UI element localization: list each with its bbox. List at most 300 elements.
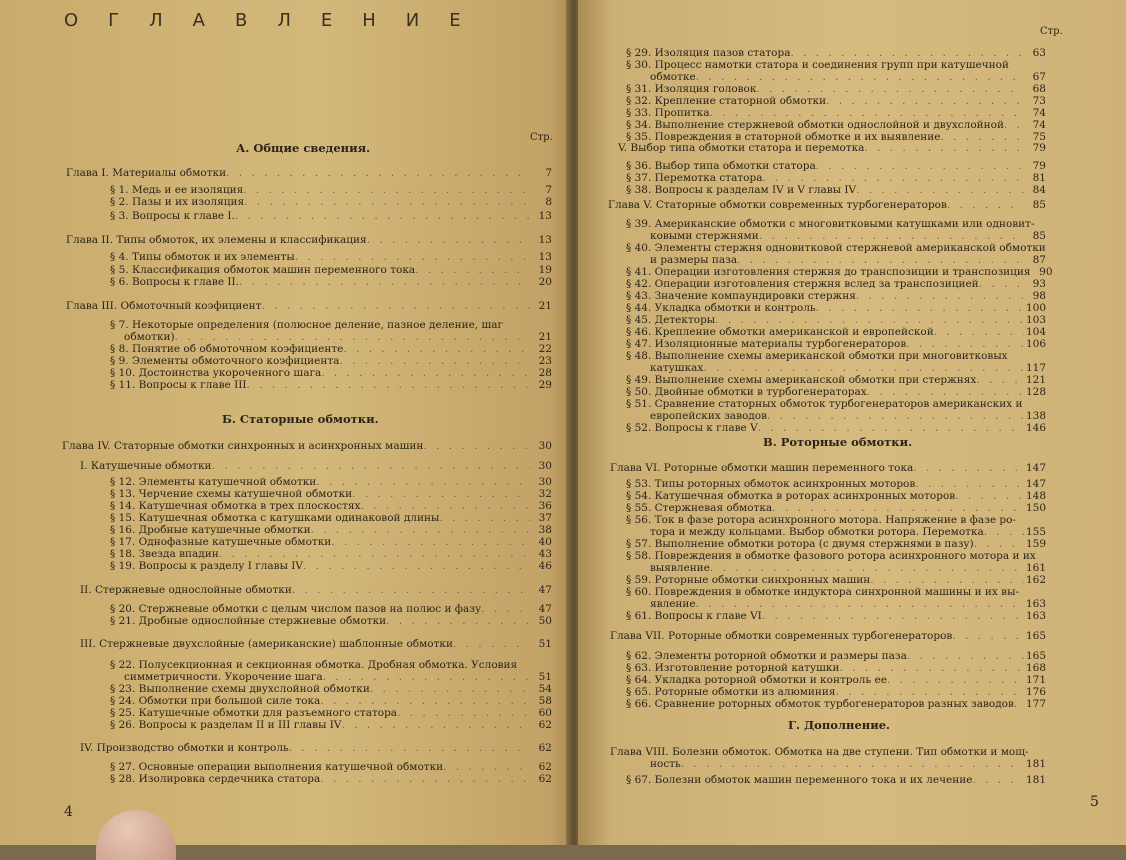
toc-entry [626,160,1046,172]
toc-page-number: 90 [1039,266,1053,278]
toc-entry [110,196,552,208]
toc-entry-title: § 25. Катушечные обмотки для разъемного статора [110,707,398,719]
toc-entry [626,59,1009,71]
toc-entry [110,695,552,707]
toc-page-number: 162 [1025,574,1046,586]
toc-leader-dots [696,598,1024,610]
toc-entry [650,362,1046,374]
toc-page-number: 146 [1025,422,1046,434]
toc-page-number: 38 [538,524,552,536]
toc-entry-title: европейских заводов [650,410,767,422]
toc-leader-dots [1004,119,1024,131]
toc-entry-title: обмотки) [124,331,175,343]
toc-entry [110,615,552,627]
toc-leader-dots [767,410,1024,422]
toc-entry-title: § 50. Двойные обмотки в турбогенераторах [626,386,867,398]
toc-entry [626,502,1046,514]
toc-entry-title: § 8. Понятие об обмоточном коэфициенте [110,343,344,355]
toc-leader-dots [758,422,1024,434]
toc-entry-title: § 27. Основные операции выполнения катушечной обмотки [110,761,444,773]
toc-page-number: 87 [1032,254,1046,266]
toc-entry-title: § 57. Выполнение обмотки ротора (с двумя стержнями в пазу) [626,538,974,550]
toc-page-number: 40 [538,536,552,548]
toc-entry [626,290,1046,302]
toc-leader-dots [870,574,1024,586]
toc-entry-title: Глава VI. Роторные обмотки машин переменного тока [610,462,914,474]
toc-entry-title: Глава VIII. Болезни обмоток. Обмотка на две ступени. Тип обмотки и мощ- [610,746,1029,758]
toc-entry-title: Глава V. Статорные обмотки современных турбогенераторов [608,199,947,211]
toc-entry [610,462,1046,474]
toc-leader-dots [323,671,530,683]
toc-leader-dots [790,47,1024,59]
toc-page-number: 104 [1025,326,1046,338]
toc-page-number: 32 [538,488,552,500]
toc-leader-dots [320,773,530,785]
toc-page-number: 67 [1032,71,1046,83]
toc-entry [626,586,1019,598]
toc-entry-title: § 40. Элементы стержня одновитковой стержневой американской обмотки [626,242,1046,254]
toc-page-number: 29 [538,379,552,391]
toc-entry [650,758,1046,770]
toc-page-number: 7 [545,167,552,179]
toc-entry [608,199,1046,211]
toc-leader-dots [1014,698,1024,710]
toc-entry-title: § 7. Некоторые определения (полюсное деление, пазное деление, шаг [110,319,503,331]
toc-page-number: 121 [1025,374,1046,386]
toc-page-number: 168 [1025,662,1046,674]
toc-entry-title: § 61. Вопросы к главе VI [626,610,762,622]
toc-entry [110,536,552,548]
toc-page-number: 22 [538,343,552,355]
toc-entry-title: § 46. Крепление обмотки американской и европейской [626,326,934,338]
toc-leader-dots [709,107,1024,119]
toc-page-number: 47 [538,603,552,615]
toc-leader-dots [947,199,1024,211]
toc-entry-title: § 64. Укладка роторной обмотки и контроль ее [626,674,887,686]
toc-entry [626,326,1046,338]
toc-leader-dots [443,761,530,773]
page-header-title: ОГЛАВЛЕНИЕ [64,10,491,31]
toc-leader-dots [816,302,1024,314]
toc-page-number: 13 [538,251,552,263]
toc-page-number: 43 [538,548,552,560]
toc-entry-title: § 9. Элементы обмоточного коэфициента [110,355,340,367]
toc-page-number: 62 [538,773,552,785]
toc-entry [626,490,1046,502]
toc-page-number: 100 [1025,302,1046,314]
toc-entry [626,218,1035,230]
toc-entry-title: § 12. Элементы катушечной обмотки [110,476,317,488]
toc-page-number: 177 [1025,698,1046,710]
toc-page-number: 30 [538,440,552,452]
toc-leader-dots [867,386,1024,398]
toc-entry [110,488,552,500]
toc-leader-dots [343,343,530,355]
toc-page-number: 8 [545,196,552,208]
toc-leader-dots [756,83,1024,95]
toc-entry [626,350,1008,362]
toc-entry [650,230,1046,242]
toc-leader-dots [762,172,1024,184]
toc-entry-title: § 66. Сравнение роторных обмоток турбогенераторов разных заводов [626,698,1014,710]
toc-entry [80,584,552,596]
toc-page-number: 28 [538,367,552,379]
toc-leader-dots [244,196,530,208]
toc-entry-title: § 21. Дробные однослойные стержневые обмотки [110,615,387,627]
toc-entry [650,254,1046,266]
toc-leader-dots [836,686,1024,698]
toc-leader-dots [289,742,530,754]
toc-leader-dots [979,278,1024,290]
toc-entry-title: § 10. Достоинства укороченного шага [110,367,322,379]
toc-page-number: 13 [538,234,552,246]
toc-leader-dots [934,326,1024,338]
toc-page-number: 30 [538,476,552,488]
toc-page-number: 30 [538,460,552,472]
toc-entry [110,560,552,572]
toc-leader-dots [759,230,1024,242]
toc-entry-title: § 41. Операции изготовления стержня до транспозиции и транспозиция [626,266,1031,278]
toc-entry-title: § 29. Изоляция пазов статора [626,47,791,59]
toc-leader-dots [316,476,530,488]
toc-entry-title: Глава III. Обмоточный коэфициент [66,300,262,312]
right-page [578,0,1126,845]
toc-entry [110,659,517,671]
toc-entry-title: симметричности. Укорочение шага [124,671,323,683]
toc-entry [626,119,1046,131]
toc-entry-title: § 58. Повреждения в обмотке фазового ротора асинхронного мотора и их [626,550,1036,562]
toc-entry-title: § 16. Дробные катушечные обмотки [110,524,311,536]
toc-entry [626,674,1046,686]
toc-leader-dots [386,615,530,627]
toc-entry-title: § 5. Классификация обмоток машин переменного тока [110,264,416,276]
toc-entry-title: § 33. Пропитка [626,107,710,119]
toc-page-number: 7 [545,184,552,196]
toc-entry [610,746,1029,758]
toc-entry [66,234,552,246]
toc-entry [626,184,1046,196]
toc-entry-title: § 37. Перемотка статора [626,172,763,184]
toc-entry-title: § 54. Катушечная обмотка в роторах асинхронных моторов [626,490,956,502]
toc-page-number: 63 [1032,47,1046,59]
toc-entry-title: § 53. Типы роторных обмоток асинхронных моторов [626,478,916,490]
toc-page-number: 62 [538,761,552,773]
toc-leader-dots [762,610,1024,622]
toc-entry [110,319,503,331]
toc-entry-title: § 30. Процесс намотки статора и соединения групп при катушечной [626,59,1009,71]
toc-entry [626,302,1046,314]
toc-entry-title: § 67. Болезни обмоток машин переменного тока и их лечение [626,774,973,786]
toc-page-number: 50 [538,615,552,627]
toc-leader-dots [481,603,530,615]
toc-page-number: 23 [538,355,552,367]
toc-entry-title: § 43. Значение компаундировки стержня [626,290,856,302]
toc-entry [110,512,552,524]
toc-entry-title: § 22. Полусекционная и секционная обмотка. Дробная обмотка. Условия [110,659,518,671]
toc-page-number: 155 [1025,526,1046,538]
toc-entry-title: § 62. Элементы роторной обмотки и размеры паза [626,650,907,662]
toc-entry [110,548,552,560]
toc-entry-title: § 38. Вопросы к разделам IV и V главы IV [626,184,857,196]
toc-entry [110,367,552,379]
toc-entry-title: § 49. Выполнение схемы американской обмотки при стержнях [626,374,977,386]
toc-entry [610,630,1046,642]
toc-leader-dots [367,234,530,246]
toc-entry [110,210,552,222]
toc-leader-dots [320,695,530,707]
toc-leader-dots [235,210,530,222]
toc-entry-title: § 36. Выбор типа обмотки статора [626,160,816,172]
toc-entry-title: выявление [650,562,710,574]
toc-entry [626,650,1046,662]
toc-entry-title: § 32. Крепление статорной обмотки [626,95,827,107]
toc-leader-dots [219,548,530,560]
toc-entry-title: обмотке [650,71,696,83]
toc-entry-title: § 2. Пазы и их изоляция [110,196,245,208]
toc-entry [626,478,1046,490]
toc-entry [618,142,1046,154]
toc-entry [110,379,552,391]
toc-leader-dots [972,774,1024,786]
toc-entry [110,343,552,355]
toc-page-number: 85 [1032,199,1046,211]
toc-leader-dots [887,674,1024,686]
toc-page-number: 159 [1025,538,1046,550]
toc-entry-title: § 35. Повреждения в статорной обмотке и их выявление [626,131,941,143]
toc-entry [80,742,552,754]
toc-entry-title: § 47. Изоляционные материалы турбогенераторов [626,338,907,350]
toc-leader-dots [906,338,1024,350]
toc-entry [626,83,1046,95]
toc-entry [124,331,552,343]
toc-leader-dots [261,300,530,312]
toc-entry [80,460,552,472]
toc-leader-dots [856,184,1024,196]
toc-page-number: 165 [1025,630,1046,642]
toc-page-number: 165 [1025,650,1046,662]
toc-entry [626,242,1046,254]
toc-entry [650,71,1046,83]
toc-page-number: 176 [1025,686,1046,698]
toc-entry-title: ность [650,758,681,770]
toc-entry-title: § 59. Роторные обмотки синхронных машин [626,574,871,586]
toc-entry-title: ковыми стержнями [650,230,759,242]
section-heading-a: А. Общие сведения. [236,141,371,155]
toc-leader-dots [295,251,530,263]
toc-leader-dots [321,367,530,379]
toc-entry [626,95,1046,107]
toc-entry-title: § 14. Катушечная обмотка в трех плоскостях [110,500,361,512]
toc-entry-title: § 15. Катушечная обмотка с катушками одинаковой длины [110,512,440,524]
toc-entry-title: § 65. Роторные обмотки из алюминия [626,686,836,698]
toc-leader-dots [226,167,530,179]
toc-page-number: 20 [538,276,552,288]
toc-leader-dots [370,683,530,695]
toc-leader-dots [974,538,1024,550]
toc-entry-title: § 28. Изолировка сердечника статора [110,773,321,785]
toc-page-number: 128 [1025,386,1046,398]
toc-entry-title: § 45. Детекторы [626,314,716,326]
toc-entry [650,562,1046,574]
toc-leader-dots [907,650,1024,662]
toc-entry [626,774,1046,786]
toc-leader-dots [715,314,1024,326]
toc-leader-dots [397,707,530,719]
toc-page-number: 106 [1025,338,1046,350]
toc-leader-dots [292,584,530,596]
toc-page-number: 79 [1032,142,1046,154]
toc-entry-title: катушках [650,362,704,374]
toc-entry-title: § 20. Стержневые обмотки с целым числом пазов на полюс и фазу [110,603,482,615]
toc-entry [110,719,552,731]
toc-page-number: 36 [538,500,552,512]
toc-page-number: 147 [1025,462,1046,474]
toc-entry [110,761,552,773]
toc-leader-dots [339,355,530,367]
toc-leader-dots [360,500,530,512]
toc-page-number: 171 [1025,674,1046,686]
toc-entry-title: и размеры паза [650,254,738,266]
toc-leader-dots [243,184,530,196]
toc-entry [66,300,552,312]
toc-entry [626,574,1046,586]
toc-entry [110,707,552,719]
toc-entry [650,598,1046,610]
toc-entry-title: § 1. Медь и ее изоляция [110,184,244,196]
toc-entry [110,773,552,785]
toc-leader-dots [816,160,1024,172]
toc-entry-title: § 3. Вопросы к главе I. [110,210,235,222]
toc-leader-dots [952,630,1024,642]
toc-leader-dots [331,536,530,548]
toc-entry-title: § 56. Ток в фазе ротора асинхронного мотора. Напряжение в фазе ро- [626,514,1016,526]
toc-leader-dots [439,512,530,524]
toc-page-number: 74 [1032,107,1046,119]
toc-entry [66,167,552,179]
toc-entry [626,610,1046,622]
toc-leader-dots [303,560,530,572]
toc-leader-dots [710,562,1024,574]
toc-page-number: 98 [1032,290,1046,302]
toc-entry-title: § 23. Выполнение схемы двухслойной обмотки [110,683,370,695]
toc-entry-title: § 17. Однофазные катушечные обмотки [110,536,332,548]
toc-entry-title: § 18. Звезда впадин [110,548,219,560]
toc-entry-title: § 11. Вопросы к главе III [110,379,247,391]
toc-entry [626,314,1046,326]
toc-leader-dots [311,524,530,536]
toc-entry [626,278,1046,290]
toc-entry [110,355,552,367]
toc-page-number: 54 [538,683,552,695]
toc-entry-title: I. Катушечные обмотки [80,460,212,472]
toc-leader-dots [913,462,1024,474]
toc-entry [626,386,1046,398]
toc-page-number: 181 [1025,774,1046,786]
toc-entry [626,514,1016,526]
toc-entry-title: тора и между кольцами. Выбор обмотки ротора. Перемотка [650,526,984,538]
toc-page-number: 51 [538,638,552,650]
toc-entry-title: § 52. Вопросы к главе V [626,422,758,434]
toc-leader-dots [415,264,530,276]
toc-entry [626,538,1046,550]
toc-entry-title: § 63. Изготовление роторной катушки [626,662,840,674]
toc-page-number: 21 [538,300,552,312]
toc-entry [626,550,1036,562]
toc-page-number: 84 [1032,184,1046,196]
toc-page-number: 37 [538,512,552,524]
toc-entry [626,662,1046,674]
toc-entry-title: § 19. Вопросы к разделу I главы IV [110,560,304,572]
toc-entry-title: § 44. Укладка обмотки и контроль [626,302,816,314]
toc-entry [626,107,1046,119]
toc-page-number: 68 [1032,83,1046,95]
toc-entry-title: § 34. Выполнение стержневой обмотки однослойной и двухслойной [626,119,1004,131]
toc-page-number: 150 [1025,502,1046,514]
section-heading-v: В. Роторные обмотки. [763,435,913,449]
toc-page-number: 79 [1032,160,1046,172]
toc-leader-dots [703,362,1024,374]
toc-entry-title: § 31. Изоляция головок [626,83,757,95]
toc-entry [626,698,1046,710]
toc-entry [110,500,552,512]
page-number-right: 5 [1090,794,1099,810]
toc-entry [110,524,552,536]
toc-entry-title: Глава IV. Статорные обмотки синхронных и асинхронных машин [62,440,424,452]
toc-entry [110,476,552,488]
toc-page-number: 81 [1032,172,1046,184]
toc-entry [626,374,1046,386]
toc-entry-title: Глава I. Материалы обмотки [66,167,227,179]
toc-entry-title: § 48. Выполнение схемы американской обмотки при многовитковых [626,350,1008,362]
toc-leader-dots [212,460,530,472]
section-heading-b: Б. Статорные обмотки. [222,412,379,426]
toc-entry-title: § 4. Типы обмоток и их элементы [110,251,295,263]
toc-entry-title: V. Выбор типа обмотки статора и перемотка [618,142,865,154]
toc-leader-dots [737,254,1024,266]
toc-entry [626,338,1046,350]
toc-entry-title: § 51. Сравнение статорных обмоток турбогенераторов американских и [626,398,1023,410]
toc-leader-dots [856,290,1024,302]
toc-page-number: 58 [538,695,552,707]
toc-entry [110,683,552,695]
toc-page-number: 73 [1032,95,1046,107]
toc-leader-dots [247,379,530,391]
toc-entry-title: Глава VII. Роторные обмотки современных турбогенераторов [610,630,953,642]
toc-entry [62,440,552,452]
toc-page-number: 147 [1025,478,1046,490]
toc-page-number: 13 [538,210,552,222]
toc-entry [626,172,1046,184]
toc-entry-title: § 24. Обмотки при большой силе тока [110,695,321,707]
toc-entry-title: § 26. Вопросы к разделам II и III главы IV [110,719,342,731]
toc-entry-title: Глава II. Типы обмоток, их элемены и классификация [66,234,367,246]
toc-page-number: 163 [1025,610,1046,622]
toc-page-number: 62 [538,719,552,731]
toc-leader-dots [239,276,530,288]
toc-page-number: 93 [1032,278,1046,290]
toc-entry [110,251,552,263]
toc-entry-title: III. Стержневые двухслойные (американские) шаблонные обмотки [80,638,453,650]
toc-entry [110,276,552,288]
toc-entry-title: § 42. Операции изготовления стержня вслед за транспозицией [626,278,979,290]
toc-page-number: 60 [538,707,552,719]
toc-leader-dots [984,526,1024,538]
toc-page-number: 47 [538,584,552,596]
toc-entry [110,603,552,615]
toc-entry-title: § 13. Черчение схемы катушечной обмотки [110,488,353,500]
section-heading-g: Г. Дополнение. [788,718,891,732]
toc-page-number: 85 [1032,230,1046,242]
